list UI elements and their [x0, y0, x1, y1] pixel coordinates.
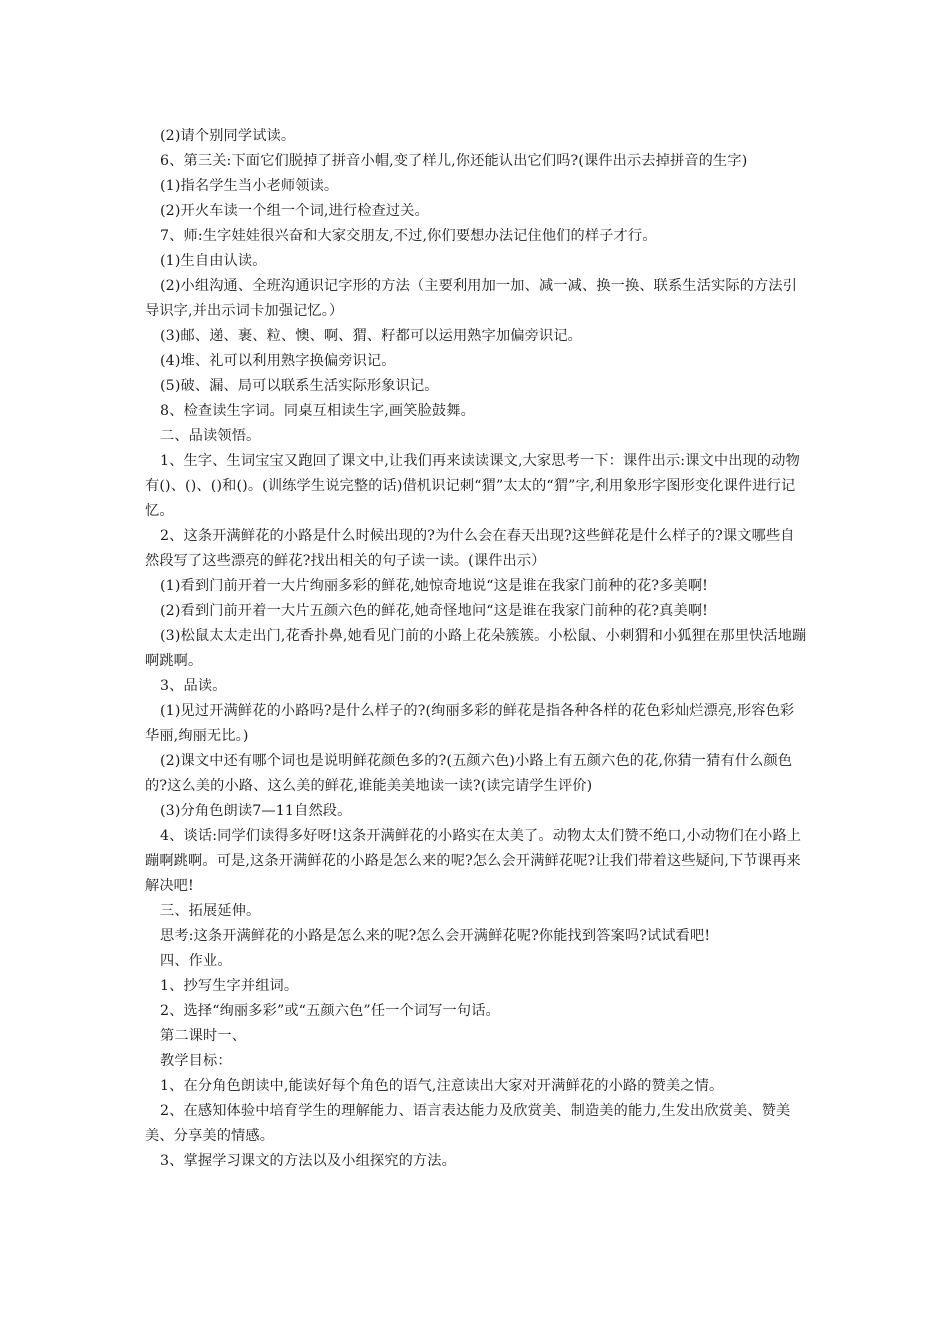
paragraph: (3)邮、递、裹、粒、懊、啊、猬、籽都可以运用熟字加偏旁识记。: [160, 328, 582, 344]
paragraph: 1、生字、生词宝宝又跑回了课文中,让我们再来读读课文,大家思考一下：课件出示:课文中出现的动物有()、()、()和()。(训练学生说完整的话)借机识记刺“猬”太太的“猬”字,利用象形字图形变化课件进行记忆。: [145, 453, 800, 519]
paragraph: (5)破、漏、局可以联系生活实际形象识记。: [160, 378, 439, 394]
paragraph: 8、检查读生字词。同桌互相读生字,画笑脸鼓舞。: [160, 403, 475, 419]
paragraph: 4、谈话:同学们读得多好呀!这条开满鲜花的小路实在太美了。动物太太们赞不绝口,小动物们在小路上蹦啊跳啊。可是,这条开满鲜花的小路是怎么来的呢?怎么会开满鲜花呢?让我们带着这些疑问,下节课再来解决吧!: [145, 828, 802, 894]
paragraph: 1、在分角色朗读中,能读好每个角色的语气,注意读出大家对开满鲜花的小路的赞美之情。: [160, 1078, 724, 1094]
paragraph: 3、品读。: [160, 678, 227, 694]
section-heading: 第二课时一、: [160, 1028, 247, 1044]
paragraph: (1)指名学生当小老师领读。: [160, 178, 339, 194]
paragraph: (2)小组沟通、全班沟通识记字形的方法（主要利用加一加、减一减、换一换、联系生活实际的方法引导识字,并出示词卡加强记忆。）: [145, 278, 798, 319]
section-heading: 四、作业。: [160, 953, 232, 969]
paragraph: (2)看到门前开着一大片五颜六色的鲜花,她奇怪地问“这是谁在我家门前种的花?真美啊!: [160, 603, 709, 619]
paragraph: 2、在感知体验中培育学生的理解能力、语言表达能力及欣赏美、制造美的能力,生发出欣赏美、赞美美、分享美的情感。: [145, 1103, 791, 1144]
paragraph: 2、这条开满鲜花的小路是什么时候出现的?为什么会在春天出现?这些鲜花是什么样子的?课文哪些自然段写了这些漂亮的鲜花?找出相关的句子读一读。(课件出示）: [145, 528, 795, 569]
paragraph: (3)分角色朗读7—11自然段。: [160, 803, 352, 819]
paragraph: 思考:这条开满鲜花的小路是怎么来的呢?怎么会开满鲜花呢?你能找到答案吗?试试看吧!: [160, 928, 711, 944]
section-heading: 教学目标：: [160, 1053, 232, 1069]
paragraph: (3)松鼠太太走出门,花香扑鼻,她看见门前的小路上花朵簇簇。小松鼠、小刺猬和小狐狸在那里快活地蹦啊跳啊。: [145, 628, 807, 669]
paragraph: (1)看到门前开着一大片绚丽多彩的鲜花,她惊奇地说“这是谁在我家门前种的花?多美啊!: [160, 578, 709, 594]
paragraph: (4)堆、礼可以利用熟字换偏旁识记。: [160, 353, 396, 369]
paragraph: 7、师:生字娃娃很兴奋和大家交朋友,不过,你们要想办法记住他们的样子才行。: [160, 228, 657, 244]
paragraph: 2、选择“绚丽多彩”或“五颜六色”任一个词写一句话。: [160, 1003, 500, 1019]
section-heading: 二、品读领悟。: [160, 428, 261, 444]
document-page: [145, 124, 807, 1174]
paragraph: (1)见过开满鲜花的小路吗?是什么样子的?(绚丽多彩的鲜花是指各种各样的花色彩灿烂漂亮,形容色彩华丽,绚丽无比。): [145, 703, 795, 744]
paragraph: (2)开火车读一个组一个词,进行检查过关。: [160, 203, 429, 219]
paragraph: (1)生自由认读。: [160, 253, 267, 269]
paragraph: 6、第三关:下面它们脱掉了拼音小帽,变了样儿,你还能认出它们吗?(课件出示去掉拼音的生字): [160, 153, 748, 169]
paragraph: 1、抄写生字并组词。: [160, 978, 299, 994]
section-heading: 三、拓展延伸。: [160, 903, 261, 919]
paragraph: 3、掌握学习课文的方法以及小组探究的方法。: [160, 1153, 456, 1169]
paragraph: (2)课文中还有哪个词也是说明鲜花颜色多的?(五颜六色)小路上有五颜六色的花,你猜一猜有什么颜色的?这么美的小路、这么美的鲜花,谁能美美地读一读?(读完请学生评价): [145, 753, 793, 794]
paragraph: (2)请个别同学试读。: [160, 128, 296, 144]
